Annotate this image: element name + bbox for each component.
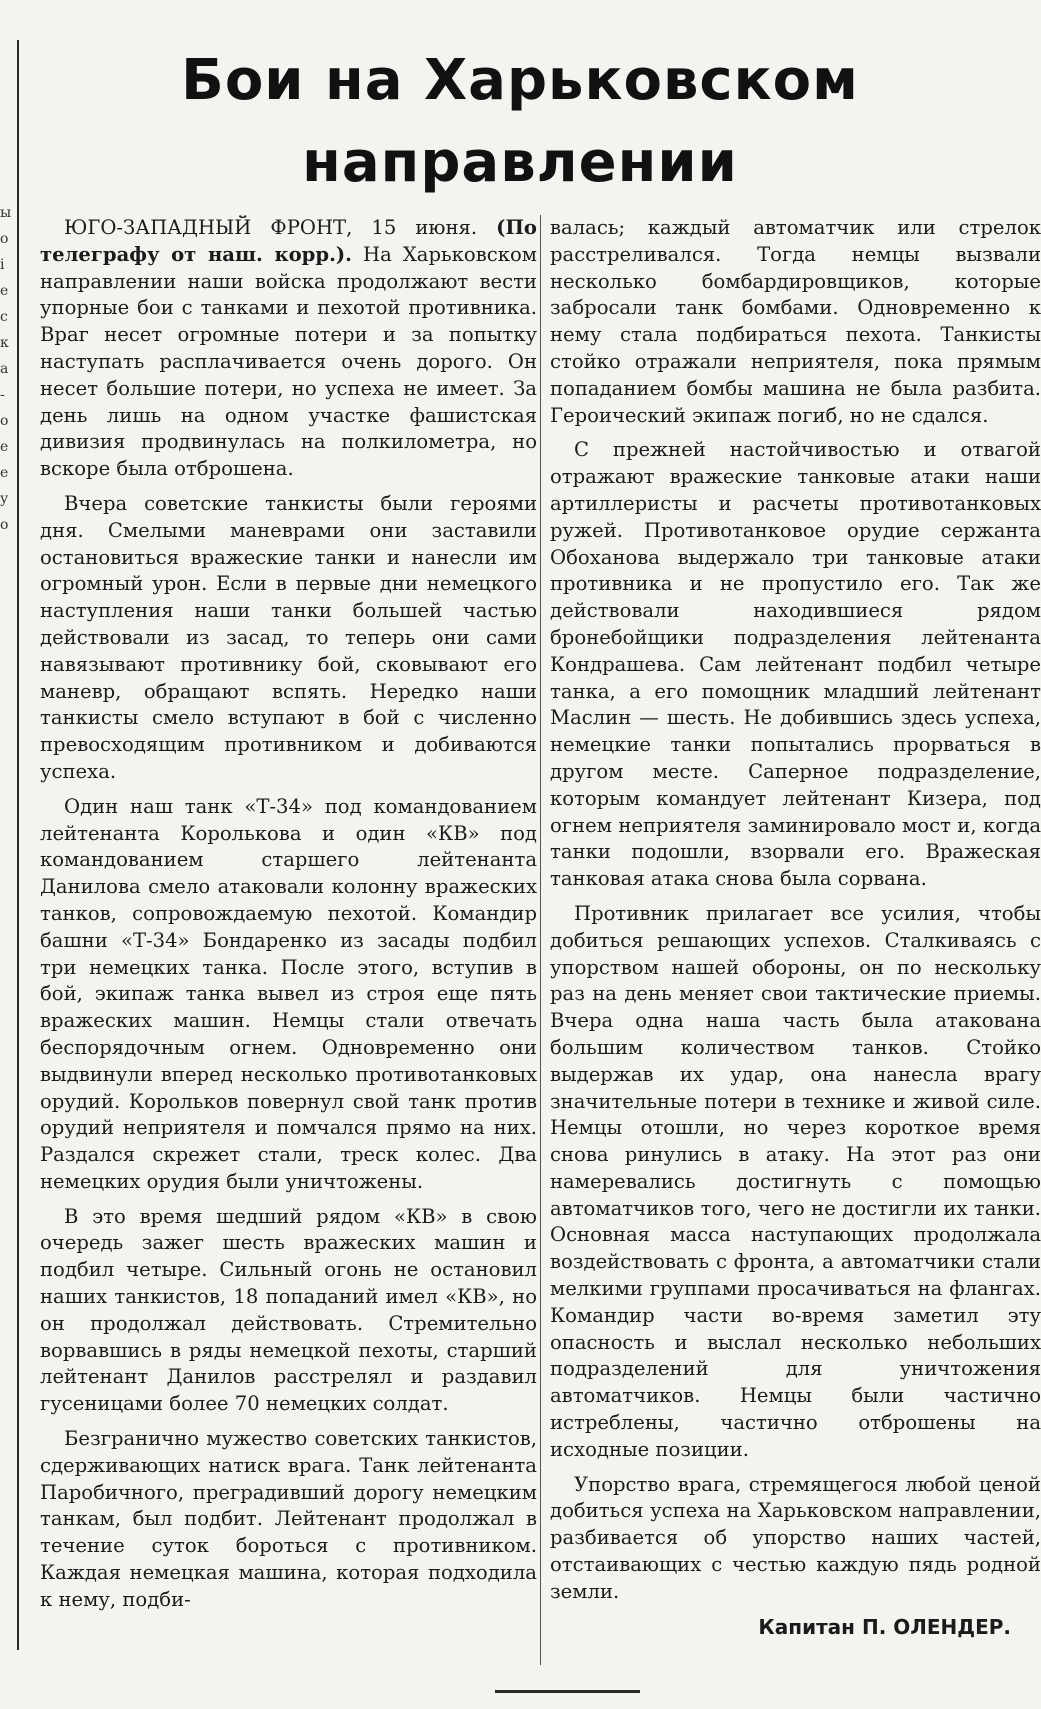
left-margin-fragment: о [0,517,9,533]
left-margin-fragment: к [0,335,9,351]
bottom-rule [495,1690,640,1693]
article-column-1 [40,215,537,1622]
article-paragraph: Вчера советские танкисты были героями дня. Смелыми маневрами они заставили остановиться вражеские танки и нанесли им огромный урон. Если в первые дни немецкого наступления наши танки большей частью действовали из засад, то теперь они сами навязывают противнику бой, сковывают его маневр, обращают вспять. Нередко наши танкисты смело вступают в бой с численно превосходящим противником и добиваются успеха. [40,491,537,783]
headline-line-1: Бои на Харьковском [181,48,859,113]
left-margin-fragment: ы [0,205,12,221]
article-headline [70,40,970,204]
left-margin-fragment: е [0,465,9,481]
article-paragraph-text: На Харьковском направлении наши войска продолжают вести упорные бои с танками и пехотой противника. Враг несет огромные потери и за попытку наступать расплачивается очень дорого. Он несет большие потери, но успеха не имеет. За день лишь на одном участке фашистская дивизия продвинулась на полкилометра, но вскоре была отброшена. [40,242,537,481]
article-paragraph: В это время шедший рядом «КВ» в свою очередь зажег шесть вражеских машин и подбил четыре. Сильный огонь не остановил наших танкистов, 18 попаданий имел «КВ», но он продолжал действовать. Стремительно ворвавшись в ряды немецкой пехоты, старший лейтенант Данилов расстрелял и раздавил гусеницами более 70 немецких солдат. [40,1204,537,1416]
left-margin-fragment: у [0,491,9,507]
article-paragraph: Противник прилагает все усилия, чтобы добиться решающих успехов. Сталкиваясь с упорством нашей обороны, он по нескольку раз на день меняет свои тактические приемы. Вчера одна наша часть была атакована большим количеством танков. Стойко выдержав их удар, она нанесла врагу значительные потери в технике и живой силе. Немцы отошли, но через короткое время снова ринулись в атаку. На этот раз они намеревались достигнуть с помощью автоматчиков того, чего не достигли их танки. Основная масса наступающих продолжала воздействовать с фронта, а автоматчики стали мелкими группами просачиваться на флангах. Командир части во-время заметил эту опасность и выслал несколько небольших подразделений для уничтожения автоматчиков. Немцы были частично истреблены, частично отброшены на исходные позиции. [550,901,1041,1461]
column-divider [540,215,541,1665]
article-paragraph: С прежней настойчивостью и отвагой отражают вражеские танковые атаки наши артиллеристы и расчеты противотанковых ружей. Противотанковое орудие сержанта Обоханова выдержало три танковые атаки противника и не пропустило его. Так же действовали находившиеся рядом бронебойщики подразделения лейтенанта Кондрашева. Сам лейтенант подбил четыре танка, а его помощник младший лейтенант Маслин — шесть. Не добившись здесь успеха, немецкие танки попытались прорваться в другом месте. Саперное подразделение, которым командует лейтенант Кизера, под огнем неприятеля заминировало мост и, когда танки подошли, взорвали его. Вражеская танковая атака снова была сорвана. [550,438,1041,891]
article-paragraph: Безгранично мужество советских танкистов, сдерживающих натиск врага. Танк лейтенанта Паробичного, преградивший дорогу немецким танкам, был подбит. Лейтенант продолжал в течение суток бороться с противником. Каждая немецкая машина, которая подходила к нему, подби- [40,1427,537,1611]
left-margin-fragment: е [0,439,9,455]
left-margin-fragment: а [0,361,9,377]
article-paragraph: Упорство врага, стремящегося любой ценой добиться успеха на Харьковском направлении, разбивается об упорство наших частей, отстаивающих с честью каждую пядь родной земли. [550,1472,1041,1603]
left-margin-fragment: о [0,413,9,429]
article-paragraph-1 [40,215,537,483]
article-signature: Капитан П. ОЛЕНДЕР. [758,1614,1011,1639]
left-margin-fragment: - [0,387,5,403]
article-paragraph: Один наш танк «Т-34» под командованием лейтенанта Королькова и один «КВ» под командованием старшего лейтенанта Данилова смело атаковали колонну вражеских танков, сопровождаемую пехотой. Командир башни «Т-34» Бондаренко из засады подбил три немецких танка. После этого, вступив в бой, экипаж танка вывел из строя еще пять вражеских машин. Немцы стали отвечать беспорядочным огнем. Одновременно они выдвинули вперед несколько противотанковых орудий. Корольков повернул свой танк против орудий неприятеля и помчался прямо на них. Раздался скрежет стали, треск колес. Два немецких орудия были уничтожены. [40,794,537,1193]
headline-line-2: направлении [302,130,738,195]
left-margin-fragments [0,200,12,800]
left-margin-fragment: і [0,257,5,273]
page-edge-rule [17,40,19,1650]
article-dateline: ЮГО-ЗАПАДНЫЙ ФРОНТ, 15 июня. [64,216,478,239]
left-margin-fragment: о [0,231,9,247]
article-column-2 [550,215,1041,1640]
left-margin-fragment: е [0,283,9,299]
left-margin-fragment: с [0,309,8,325]
article-source: (По телеграфу от наш. корр.). [40,216,537,266]
article-paragraph-continued: валась; каждый автоматчик или стрелок расстреливался. Тогда немцы вызвали несколько бомбардировщиков, которые забросали танк бомбами. Одновременно к нему стала подбираться пехота. Танкисты стойко отражали неприятеля, пока прямым попаданием бомбы машина не была разбита. Героический экипаж погиб, но не сдался. [550,216,1041,427]
